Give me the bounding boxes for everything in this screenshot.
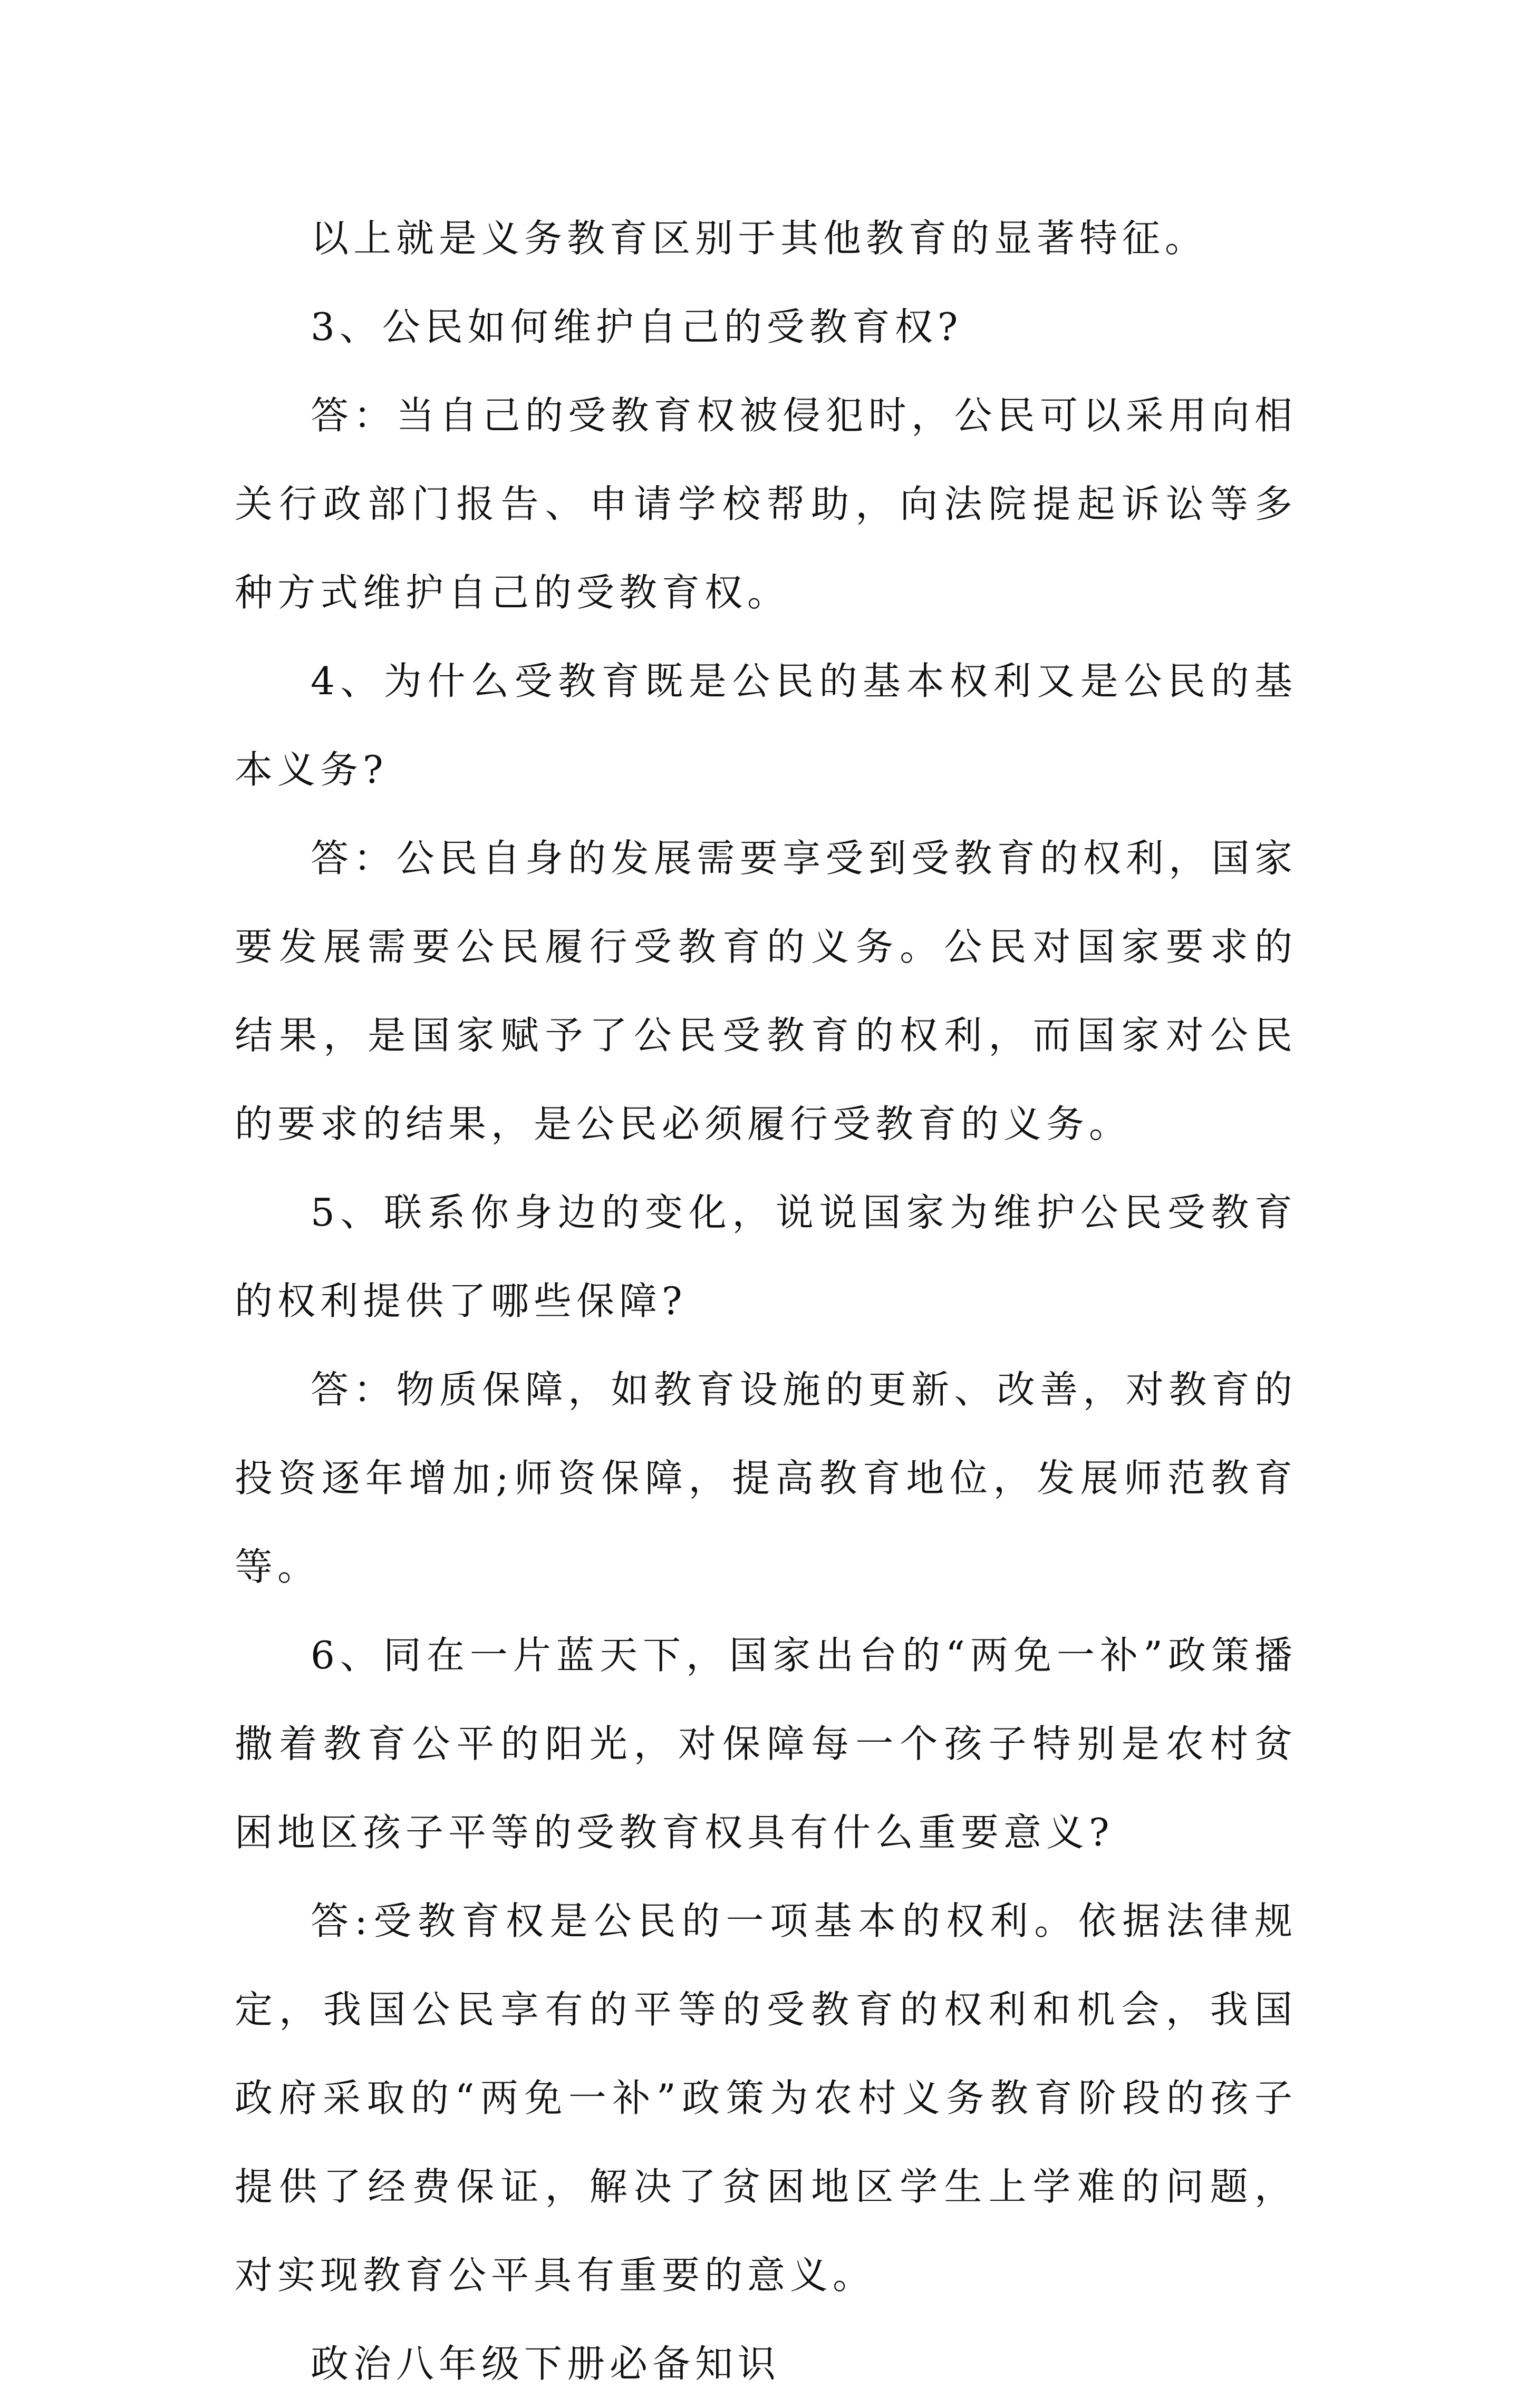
question-4: 4、为什么受教育既是公民的基本权利又是公民的基本义务? [235, 659, 1297, 792]
question-6: 6、同在一片蓝天下，国家出台的“两免一补”政策播撒着教育公平的阳光，对保障每一个孩子特别是农村贫困地区孩子平等的受教育权具有什么重要意义? [235, 1633, 1297, 1854]
answer-6: 答:受教育权是公民的一项基本的权利。依据法律规定，我国公民享有的平等的受教育的权利和机会，我国政府采取的“两免一补”政策为农村义务教育阶段的孩子提供了经费保证，解决了贫困地区学生上学难的问题，对实现教育公平具有重要的意义。 [235, 1899, 1297, 2297]
section-heading: 政治八年级下册必备知识 [311, 2342, 781, 2386]
question-3: 3、公民如何维护自己的受教育权? [311, 305, 963, 349]
answer-5: 答：物质保障，如教育设施的更新、改善，对教育的投资逐年增加;师资保障，提高教育地位，发展师范教育等。 [235, 1367, 1297, 1589]
answer-3: 答：当自己的受教育权被侵犯时，公民可以采用向相关行政部门报告、申请学校帮助，向法院提起诉讼等多种方式维护自己的受教育权。 [235, 393, 1297, 615]
question-5: 5、联系你身边的变化，说说国家为维护公民受教育的权利提供了哪些保障? [235, 1190, 1297, 1323]
paragraph-summary: 以上就是义务教育区别于其他教育的显著特征。 [311, 216, 1208, 260]
document-body [235, 194, 1297, 2408]
answer-4: 答：公民自身的发展需要享受到受教育的权利，国家要发展需要公民履行受教育的义务。公民对国家要求的结果，是国家赋予了公民受教育的权利，而国家对公民的要求的结果，是公民必须履行受教育的义务。 [235, 836, 1297, 1146]
